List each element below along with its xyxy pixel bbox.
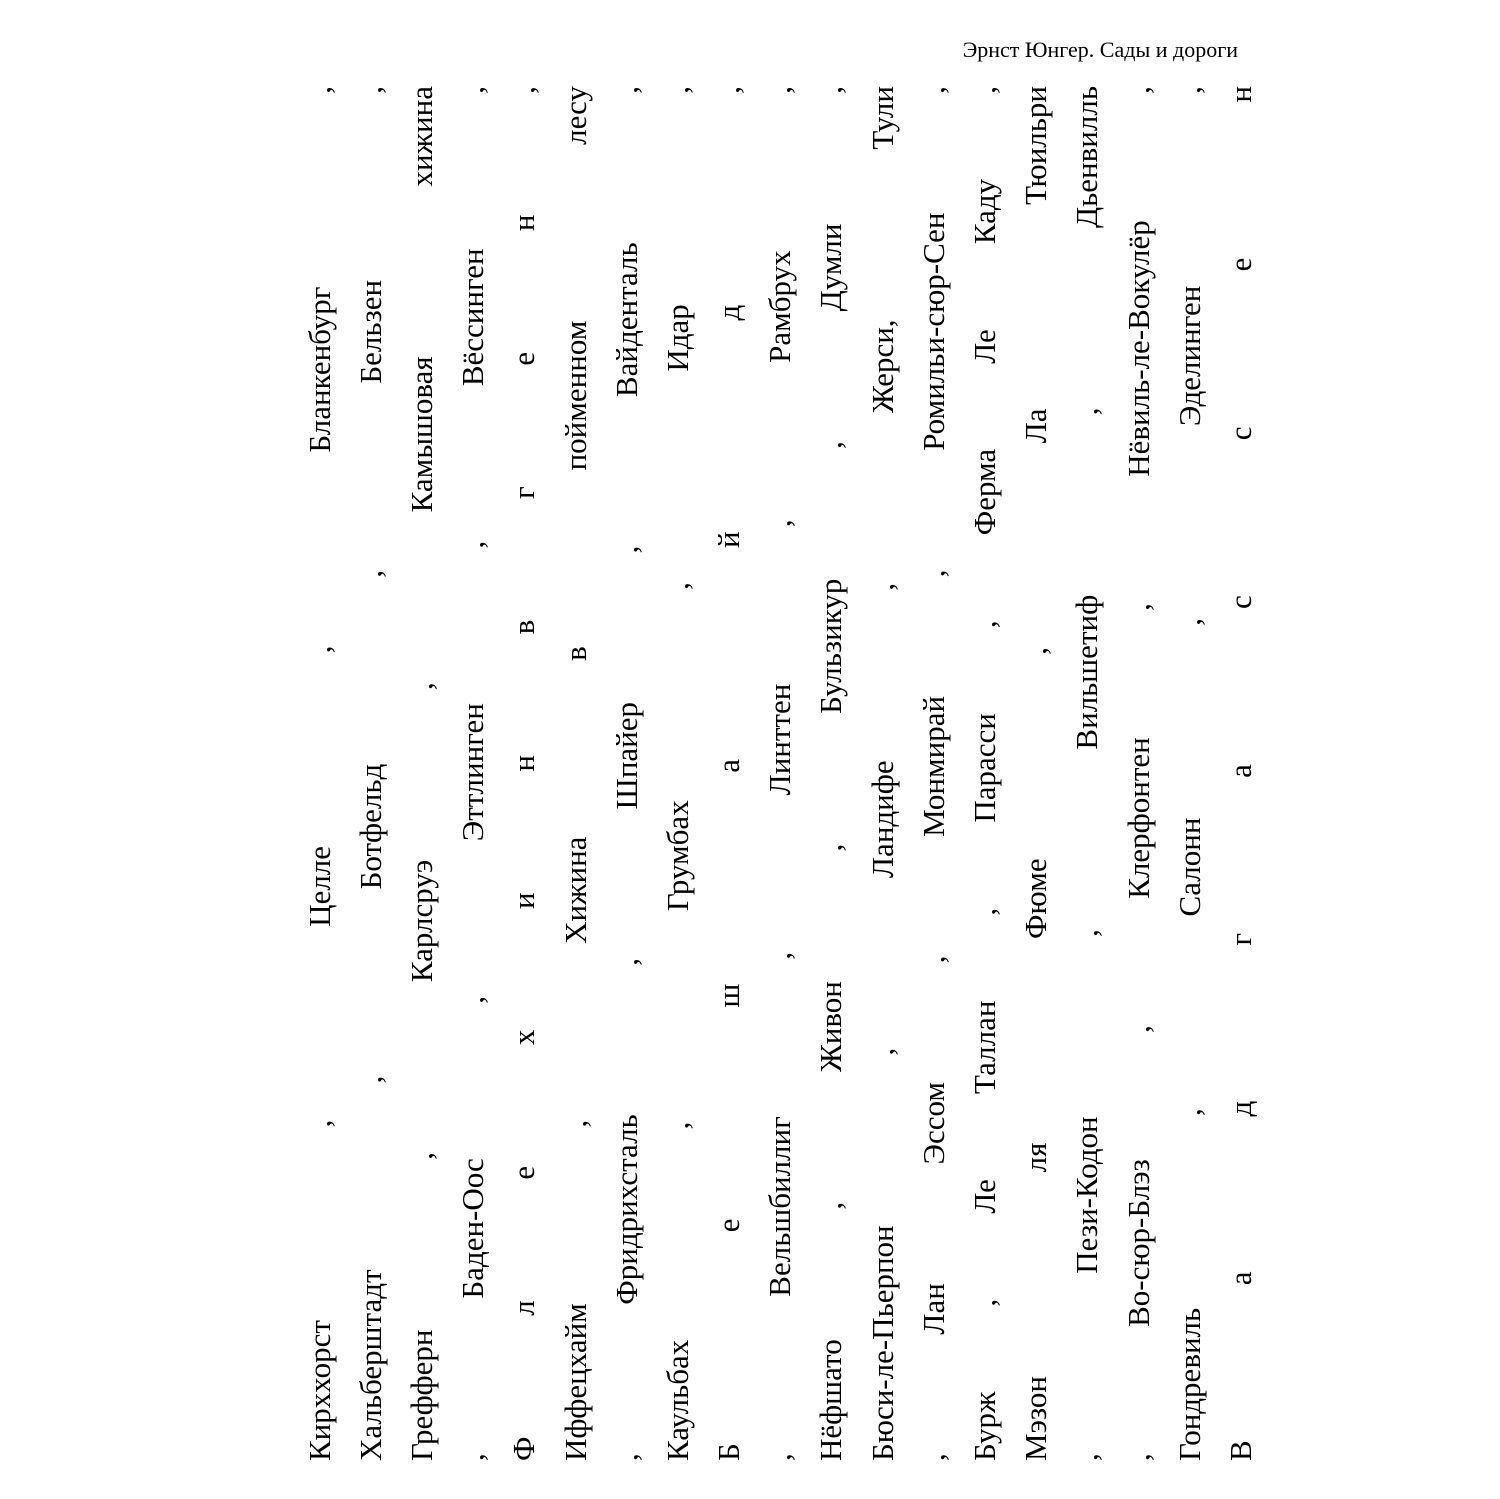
- word: ,: [813, 1201, 849, 1210]
- word: ,: [762, 951, 798, 960]
- word: ,: [608, 86, 644, 94]
- word: Во-сюр-Блэз: [1120, 1159, 1156, 1327]
- rotated-text-lines: [294, 86, 1258, 1461]
- word: ,: [813, 441, 849, 449]
- word: ,: [1069, 407, 1105, 416]
- word: Клерфонтен: [1120, 737, 1156, 899]
- word: с: [1222, 426, 1258, 441]
- word: н: [1222, 86, 1258, 103]
- text-line: [704, 86, 755, 1461]
- word: ,: [1069, 929, 1105, 937]
- word: Грефферн: [403, 1329, 439, 1461]
- word: Ф: [506, 1436, 542, 1461]
- word: Парасси: [967, 713, 1003, 823]
- word: ,: [659, 86, 695, 94]
- word: Бюси-ле-Пьерпон: [864, 1225, 900, 1461]
- word: Тули: [864, 86, 900, 150]
- word: ,: [403, 682, 439, 691]
- word: Шпайер: [608, 701, 644, 810]
- text-line: [294, 86, 345, 1461]
- word: Бульзикур: [813, 578, 849, 714]
- word: ,: [659, 1121, 695, 1130]
- word: ,: [1171, 86, 1207, 94]
- word: ,: [915, 1453, 951, 1461]
- word: и: [506, 892, 542, 909]
- word: е: [506, 1165, 542, 1180]
- word: ,: [301, 1119, 337, 1128]
- text-line: [1215, 86, 1266, 1461]
- word: Карлсруэ: [403, 859, 439, 983]
- word: д: [711, 304, 747, 321]
- word: д: [1222, 1100, 1258, 1117]
- word: Эттлинген: [455, 703, 491, 842]
- text-line: [499, 86, 550, 1461]
- word: ,: [506, 86, 542, 94]
- word: Нёвиль-ле-Вокулёр: [1120, 220, 1156, 477]
- word: Целле: [301, 845, 337, 927]
- word: Думли: [813, 223, 849, 312]
- word: Ла: [1018, 408, 1054, 444]
- word: Каульбах: [659, 1339, 695, 1461]
- word: Кирххорст: [301, 1320, 337, 1461]
- word: лесу: [557, 86, 593, 145]
- word: ,: [1120, 1025, 1156, 1033]
- word: Дьенвилль: [1069, 86, 1105, 228]
- word: н: [506, 214, 542, 232]
- word: ,: [762, 1453, 798, 1461]
- word: Эссом: [915, 1081, 951, 1165]
- word: Салонн: [1171, 817, 1207, 917]
- word: Рамбрух: [762, 250, 798, 363]
- word: ,: [1171, 618, 1207, 626]
- word: Грумбах: [659, 800, 695, 912]
- word: е: [506, 351, 542, 366]
- word: ,: [1018, 646, 1054, 655]
- word: е: [711, 1218, 747, 1233]
- word: г: [1222, 932, 1258, 946]
- word: ,: [915, 569, 951, 578]
- word: ,: [1120, 86, 1156, 94]
- word: Таллан: [967, 1000, 1003, 1095]
- text-line: [345, 86, 396, 1461]
- word: ,: [352, 86, 388, 94]
- text-line: [550, 86, 601, 1461]
- word: ,: [967, 907, 1003, 916]
- word: Лан: [915, 1283, 951, 1335]
- word: г: [506, 486, 542, 499]
- word: ,: [967, 620, 1003, 629]
- word: ,: [403, 1151, 439, 1160]
- word: ,: [813, 843, 849, 852]
- word: с: [1222, 595, 1258, 610]
- word: ш: [711, 983, 747, 1008]
- word: ,: [762, 519, 798, 528]
- word: ,: [1069, 1453, 1105, 1461]
- word: ,: [762, 86, 798, 94]
- text-line: [1113, 86, 1164, 1461]
- word: Ле: [967, 329, 1003, 364]
- word: Бурж: [967, 1391, 1003, 1461]
- text-line: [652, 86, 703, 1461]
- word: а: [711, 758, 747, 773]
- word: Пези-Кодон: [1069, 1116, 1105, 1274]
- word: Хижина: [557, 836, 593, 944]
- word: Жерси,: [864, 319, 900, 413]
- text-line: [1011, 86, 1062, 1461]
- word: ,: [967, 86, 1003, 94]
- word: х: [506, 1029, 542, 1046]
- word: ,: [967, 1298, 1003, 1307]
- word: Баден-Оос: [455, 1158, 491, 1299]
- word: Фюме: [1018, 858, 1054, 939]
- text-line: [908, 86, 959, 1461]
- word: а: [1222, 1271, 1258, 1286]
- word: хижина: [403, 86, 439, 187]
- text-line: [396, 86, 447, 1461]
- word: Фридрихсталь: [608, 1114, 644, 1305]
- text-line: [1164, 86, 1215, 1461]
- word: Ландифе: [864, 760, 900, 878]
- text-line: [806, 86, 857, 1461]
- word: Камышовая: [403, 356, 439, 513]
- word: Тюильри: [1018, 86, 1054, 205]
- word: Ромильи-сюр-Сен: [915, 212, 951, 451]
- text-line: [857, 86, 908, 1461]
- word: ,: [864, 1047, 900, 1056]
- word: ,: [455, 1453, 491, 1461]
- word: Мэзон: [1018, 1375, 1054, 1461]
- word: Б: [711, 1443, 747, 1461]
- word: н: [506, 755, 542, 772]
- word: Ле: [967, 1179, 1003, 1214]
- word: Хальберштадт: [352, 1269, 388, 1461]
- word: Ферма: [967, 448, 1003, 536]
- word: ,: [659, 582, 695, 590]
- word: ,: [352, 1075, 388, 1084]
- text-line: [755, 86, 806, 1461]
- word: ,: [915, 955, 951, 964]
- word: Бланкенбург: [301, 286, 337, 453]
- word: пойменном: [557, 320, 593, 471]
- word: ,: [1120, 603, 1156, 611]
- word: Ботфельд: [352, 763, 388, 890]
- word: а: [1222, 764, 1258, 778]
- word: е: [1222, 257, 1258, 272]
- word: ,: [711, 86, 747, 94]
- word: ,: [608, 545, 644, 554]
- word: ,: [915, 86, 951, 94]
- word: Иффецхайм: [557, 1303, 593, 1461]
- word: ,: [352, 569, 388, 578]
- word: ,: [813, 86, 849, 94]
- word: ,: [455, 995, 491, 1004]
- word: л: [506, 1300, 542, 1316]
- word: Эделинген: [1171, 285, 1207, 427]
- word: ,: [455, 86, 491, 94]
- word: В: [1222, 1440, 1258, 1461]
- word: й: [711, 531, 747, 549]
- text-line: [601, 86, 652, 1461]
- word: в: [557, 646, 593, 661]
- word: ,: [608, 1453, 644, 1461]
- word: ,: [1171, 1108, 1207, 1117]
- word: Вельшбиллиг: [762, 1116, 798, 1297]
- word: Бельзен: [352, 279, 388, 384]
- word: Живон: [813, 981, 849, 1073]
- word: ,: [301, 645, 337, 654]
- text-line: [959, 86, 1010, 1461]
- word: Линттен: [762, 683, 798, 796]
- word: Каду: [967, 178, 1003, 245]
- word: Идар: [659, 304, 695, 372]
- running-header: Эрнст Юнгер. Сады и дороги: [962, 37, 1238, 62]
- text-line: [448, 86, 499, 1461]
- text-line: [1062, 86, 1113, 1461]
- word: ,: [608, 958, 644, 966]
- word: ,: [1120, 1453, 1156, 1461]
- word: ,: [864, 582, 900, 591]
- word: Гондревиль: [1171, 1307, 1207, 1461]
- word: Монмирай: [915, 695, 951, 837]
- word: Нёфшато: [813, 1339, 849, 1461]
- word: ,: [455, 540, 491, 549]
- word: ,: [557, 1119, 593, 1128]
- rotated-text-block: [294, 86, 1258, 1461]
- word: Вёссинген: [455, 248, 491, 387]
- word: Вильшетиф: [1069, 594, 1105, 750]
- word: ля: [1018, 1142, 1054, 1173]
- word: Вайденталь: [608, 242, 644, 398]
- word: в: [506, 619, 542, 635]
- word: ,: [301, 86, 337, 94]
